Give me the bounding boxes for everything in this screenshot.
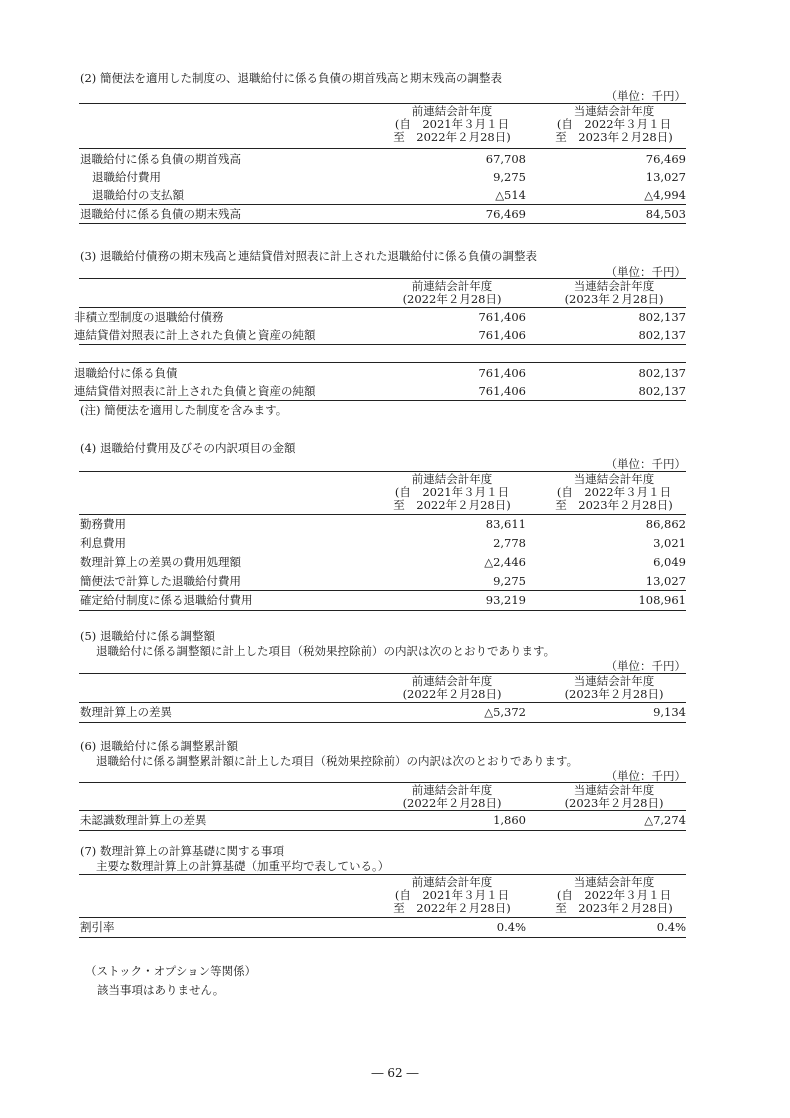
section-5-header-curr: 当連結会計年度 (2023年２月28日) <box>564 674 664 701</box>
table-row: 退職給付に係る負債の期末残高 76,469 84,503 <box>80 207 686 221</box>
table-row: 未認識数理計算上の差異 1,860 △7,274 <box>80 813 686 827</box>
section-7-bottom-rule <box>79 937 686 938</box>
section-4-unit: （単位：千円） <box>605 457 686 471</box>
section-5-header-prev: 前連結会計年度 (2022年２月28日) <box>402 674 502 701</box>
section-7-header-curr: 当連結会計年度 (自 2022年３月１日 至 2023年２月28日) <box>555 875 673 915</box>
section-2-header-prev: 前連結会計年度 (自 2021年３月１日 至 2022年２月28日) <box>393 104 511 144</box>
table-row: 退職給付費用 9,275 13,027 <box>92 170 686 184</box>
section-4-header-curr: 当連結会計年度 (自 2022年３月１日 至 2023年２月28日) <box>555 472 673 512</box>
table-row: 割引率 0.4% 0.4% <box>80 920 686 934</box>
table-row: 退職給付の支払額 △514 △4,994 <box>92 188 686 202</box>
section-7-desc: 主要な数理計算上の計算基礎（加重平均で表している。） <box>96 859 390 873</box>
table-row: 数理計算上の差異 △5,372 9,134 <box>80 705 686 719</box>
table-row: 連結貸借対照表に計上された負債と資産の純額 761,406 802,137 <box>74 384 686 398</box>
table-row: 退職給付に係る負債 761,406 802,137 <box>74 366 686 380</box>
section-4-bottom-rule <box>79 610 686 611</box>
table-row: 連結貸借対照表に計上された負債と資産の純額 761,406 802,137 <box>74 328 686 342</box>
table-row: 退職給付に係る負債の期首残高 67,708 76,469 <box>80 152 686 166</box>
section-3-header-prev: 前連結会計年度 (2022年２月28日) <box>402 279 502 306</box>
stock-option-heading: （ストック・オプション等関係） <box>85 964 257 978</box>
section-6-title: (6) 退職給付に係る調整累計額 <box>80 739 238 753</box>
section-2-header-rule <box>79 148 686 149</box>
section-3-mid-rule <box>79 344 686 345</box>
section-3-note: (注) 簡便法を適用した制度を含みます。 <box>80 403 288 417</box>
section-5-desc: 退職給付に係る調整額に計上した項目（税効果控除前）の内訳は次のとおりであります。 <box>96 644 556 658</box>
table-row: 確定給付制度に係る退職給付費用 93,219 108,961 <box>80 593 686 607</box>
table-row: 勤務費用 83,611 86,862 <box>80 517 686 531</box>
page-number: ― 62 ― <box>371 1066 419 1080</box>
section-2-unit: （単位：千円） <box>605 89 686 103</box>
stock-option-body: 該当事項はありません。 <box>97 983 225 997</box>
section-2-bottom-rule <box>79 223 686 224</box>
table-row: 非積立型制度の退職給付債務 761,406 802,137 <box>74 310 686 324</box>
section-6-bottom-rule <box>79 830 686 831</box>
section-7-header-prev: 前連結会計年度 (自 2021年３月１日 至 2022年２月28日) <box>393 875 511 915</box>
section-4-title: (4) 退職給付費用及びその内訳項目の金額 <box>80 441 296 455</box>
section-3-unit: （単位：千円） <box>605 265 686 279</box>
section-3-title: (3) 退職給付債務の期末残高と連結貸借対照表に計上された退職給付に係る負債の調整表 <box>80 249 537 263</box>
section-6-unit: （単位：千円） <box>605 769 686 783</box>
section-5-title: (5) 退職給付に係る調整額 <box>80 629 215 643</box>
section-3-header-curr: 当連結会計年度 (2023年２月28日) <box>564 279 664 306</box>
section-4-header-prev: 前連結会計年度 (自 2021年３月１日 至 2022年２月28日) <box>393 472 511 512</box>
section-7-title: (7) 数理計算上の計算基礎に関する事項 <box>80 844 284 858</box>
section-5-unit: （単位：千円） <box>605 659 686 673</box>
section-2-title: (2) 簡便法を適用した制度の、退職給付に係る負債の期首残高と期末残高の調整表 <box>80 71 502 85</box>
section-3-mid-rule-2 <box>79 362 686 363</box>
section-6-header-curr: 当連結会計年度 (2023年２月28日) <box>564 783 664 810</box>
section-3-bottom-rule <box>79 400 686 401</box>
table-row: 数理計算上の差異の費用処理額 △2,446 6,049 <box>80 555 686 569</box>
section-6-desc: 退職給付に係る調整累計額に計上した項目（税効果控除前）の内訳は次のとおりであります。 <box>96 754 579 768</box>
section-2-header-curr: 当連結会計年度 (自 2022年３月１日 至 2023年２月28日) <box>555 104 673 144</box>
table-row: 簡便法で計算した退職給付費用 9,275 13,027 <box>80 574 686 588</box>
table-row: 利息費用 2,778 3,021 <box>80 536 686 550</box>
section-5-bottom-rule <box>79 722 686 723</box>
section-6-header-prev: 前連結会計年度 (2022年２月28日) <box>402 783 502 810</box>
